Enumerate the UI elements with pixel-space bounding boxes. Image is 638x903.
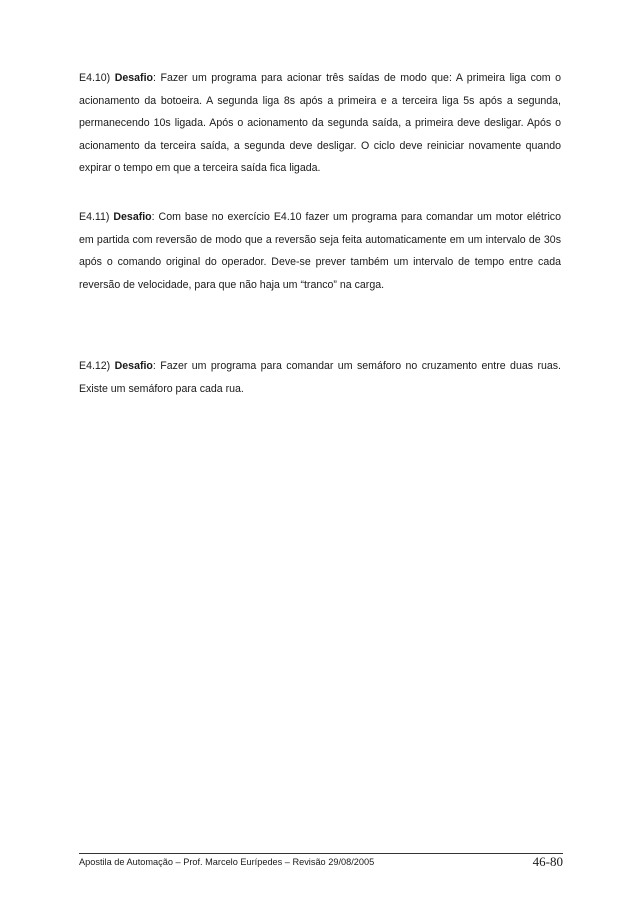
exercise-number: E4.10) xyxy=(79,72,111,84)
exercise-keyword: Desafio xyxy=(114,72,154,84)
exercise-e4-12 xyxy=(79,355,561,400)
exercise-e4-10 xyxy=(79,67,561,180)
exercise-text: : Fazer um programa para acionar três saídas de modo que: A primeira liga com o acionamento da botoeira. A segunda liga 8s após a primeira e a terceira liga 5s após a segunda, permanecendo 10s ligada. Após o acionamento da segunda saída, a primeira deve desligar. Após o acionamento da terceira saída, a segunda deve desligar. O ciclo deve reiniciar novamente quando expirar o tempo em que a terceira saída fica ligada. xyxy=(79,72,561,175)
page-number: 46-80 xyxy=(532,854,563,869)
exercise-text: : Fazer um programa para comandar um semáforo no cruzamento entre duas ruas. Existe um semáforo para cada rua. xyxy=(79,360,561,395)
footer-citation: Apostila de Automação – Prof. Marcelo Eurípedes – Revisão 29/08/2005 xyxy=(79,857,375,867)
exercise-text: : Com base no exercício E4.10 fazer um programa para comandar um motor elétrico em partida com reversão de modo que a reversão seja feita automaticamente em um intervalo de 30s após o comando original do operador. Deve-se prever também um intervalo de tempo entre cada reversão de velocidade, para que não haja um “tranco” na carga. xyxy=(79,211,561,291)
exercise-e4-11 xyxy=(79,206,561,296)
page-footer xyxy=(79,853,563,874)
exercise-number: E4.12) xyxy=(79,360,111,372)
exercise-keyword: Desafio xyxy=(113,211,152,223)
exercise-keyword: Desafio xyxy=(114,360,153,372)
exercise-number: E4.11) xyxy=(79,211,110,223)
